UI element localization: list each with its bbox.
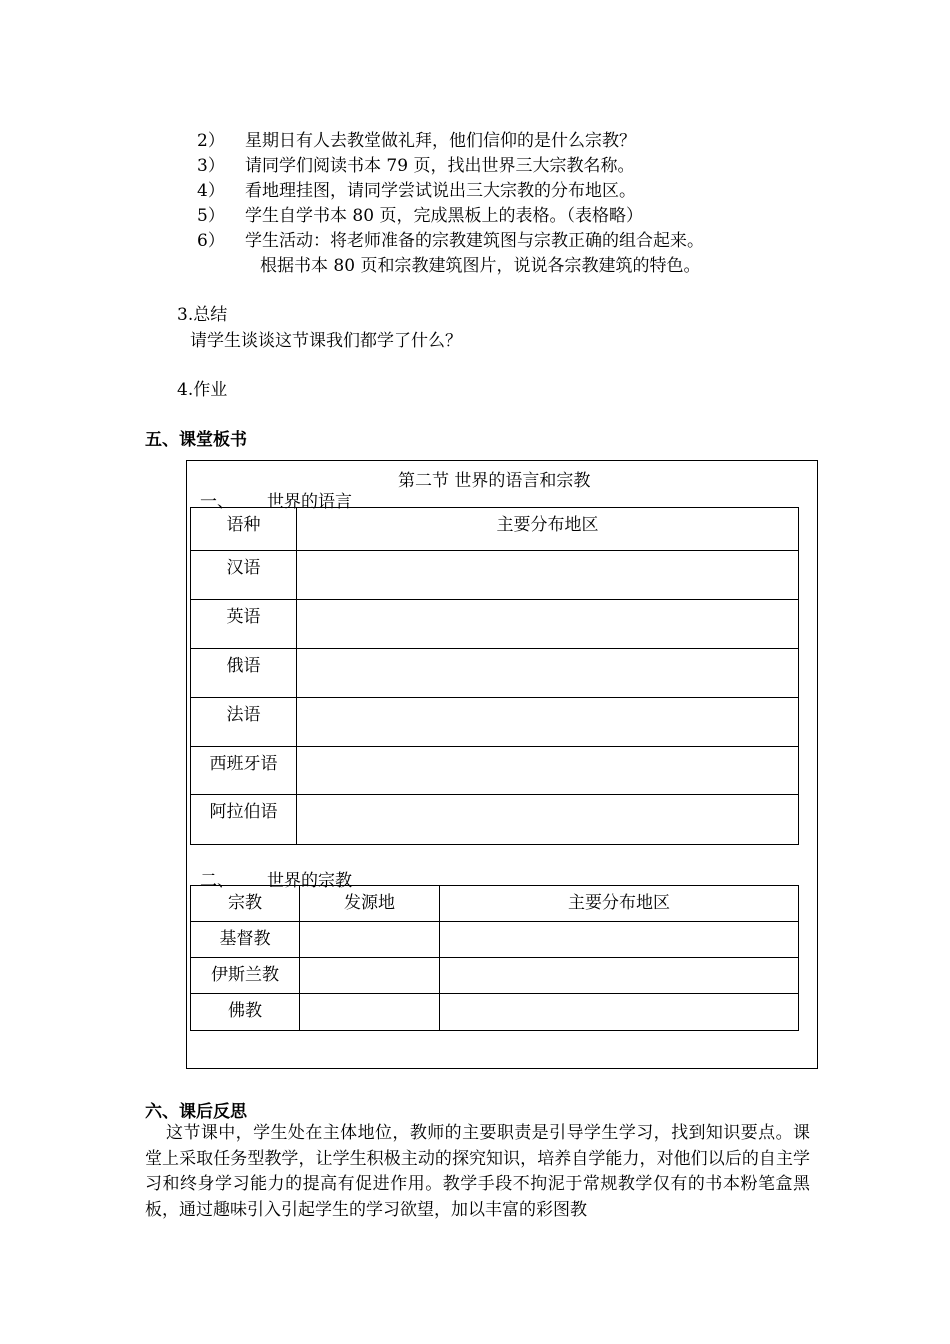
origin-cell — [300, 994, 440, 1031]
table-row — [191, 922, 799, 958]
language-cell: 俄语 — [191, 649, 297, 698]
header-cell: 宗教 — [191, 886, 300, 922]
step-number: 2） — [197, 131, 225, 151]
religion-table — [190, 885, 799, 1031]
region-cell — [297, 795, 799, 845]
step-text: 看地理挂图，请同学尝试说出三大宗教的分布地区。 — [245, 181, 636, 201]
language-cell: 法语 — [191, 698, 297, 747]
step-continuation: 根据书本 80 页和宗教建筑图片，说说各宗教建筑的特色。 — [260, 256, 701, 276]
summary-text: 请学生谈谈这节课我们都学了什么？ — [190, 331, 462, 351]
region-cell — [297, 551, 799, 600]
region-cell — [440, 958, 799, 994]
part2-title: 世界的宗教 — [267, 871, 352, 891]
header-cell: 语种 — [191, 508, 297, 551]
step-number: 6） — [197, 231, 225, 251]
part1-number: 一、 — [200, 492, 234, 512]
step-text: 请同学们阅读书本 79 页，找出世界三大宗教名称。 — [245, 156, 635, 176]
religion-cell: 佛教 — [191, 994, 300, 1031]
part2-number: 二、 — [200, 871, 234, 891]
region-cell — [297, 600, 799, 649]
table-row — [191, 994, 799, 1031]
table-row — [191, 958, 799, 994]
language-cell: 阿拉伯语 — [191, 795, 297, 845]
table-row — [191, 747, 799, 795]
origin-cell — [300, 958, 440, 994]
header-cell: 主要分布地区 — [297, 508, 799, 551]
step-number: 5） — [197, 206, 225, 226]
table-header-row — [191, 886, 799, 922]
header-cell: 主要分布地区 — [440, 886, 799, 922]
region-cell — [297, 649, 799, 698]
section5-heading: 五、课堂板书 — [145, 430, 247, 450]
board-title: 第二节 世界的语言和宗教 — [398, 471, 591, 491]
table-row — [191, 551, 799, 600]
language-cell: 西班牙语 — [191, 747, 297, 795]
table-row — [191, 795, 799, 845]
table-header-row — [191, 508, 799, 551]
region-cell — [297, 698, 799, 747]
part1-title: 世界的语言 — [267, 492, 352, 512]
step-number: 4） — [197, 181, 225, 201]
reflection-paragraph: 这节课中，学生处在主体地位，教师的主要职责是引导学生学习，找到知识要点。课堂上采取任务型教学，让学生积极主动的探究知识，培养自学能力，对他们以后的自主学习和终身学习能力的提高有促进作用。教学手段不拘泥于常规教学仅有的书本粉笔盒黑板，通过趣味引入引起学生的学习欲望，加以丰富的彩图教 — [145, 1123, 810, 1220]
step-text: 学生自学书本 80 页，完成黑板上的表格。（表格略） — [245, 206, 643, 226]
summary-heading: 3.总结 — [177, 305, 228, 325]
region-cell — [440, 994, 799, 1031]
table-row — [191, 698, 799, 747]
step-text: 学生活动：将老师准备的宗教建筑图与宗教正确的组合起来。 — [245, 231, 704, 251]
religion-cell: 伊斯兰教 — [191, 958, 300, 994]
step-number: 3） — [197, 156, 225, 176]
religion-cell: 基督教 — [191, 922, 300, 958]
section6-heading: 六、课后反思 — [145, 1102, 247, 1122]
header-cell: 发源地 — [300, 886, 440, 922]
origin-cell — [300, 922, 440, 958]
homework-heading: 4.作业 — [177, 380, 228, 400]
table-row — [191, 649, 799, 698]
table-row — [191, 600, 799, 649]
language-cell: 汉语 — [191, 551, 297, 600]
region-cell — [297, 747, 799, 795]
region-cell — [440, 922, 799, 958]
language-cell: 英语 — [191, 600, 297, 649]
language-table — [190, 507, 799, 845]
step-text: 星期日有人去教堂做礼拜，他们信仰的是什么宗教？ — [245, 131, 636, 151]
